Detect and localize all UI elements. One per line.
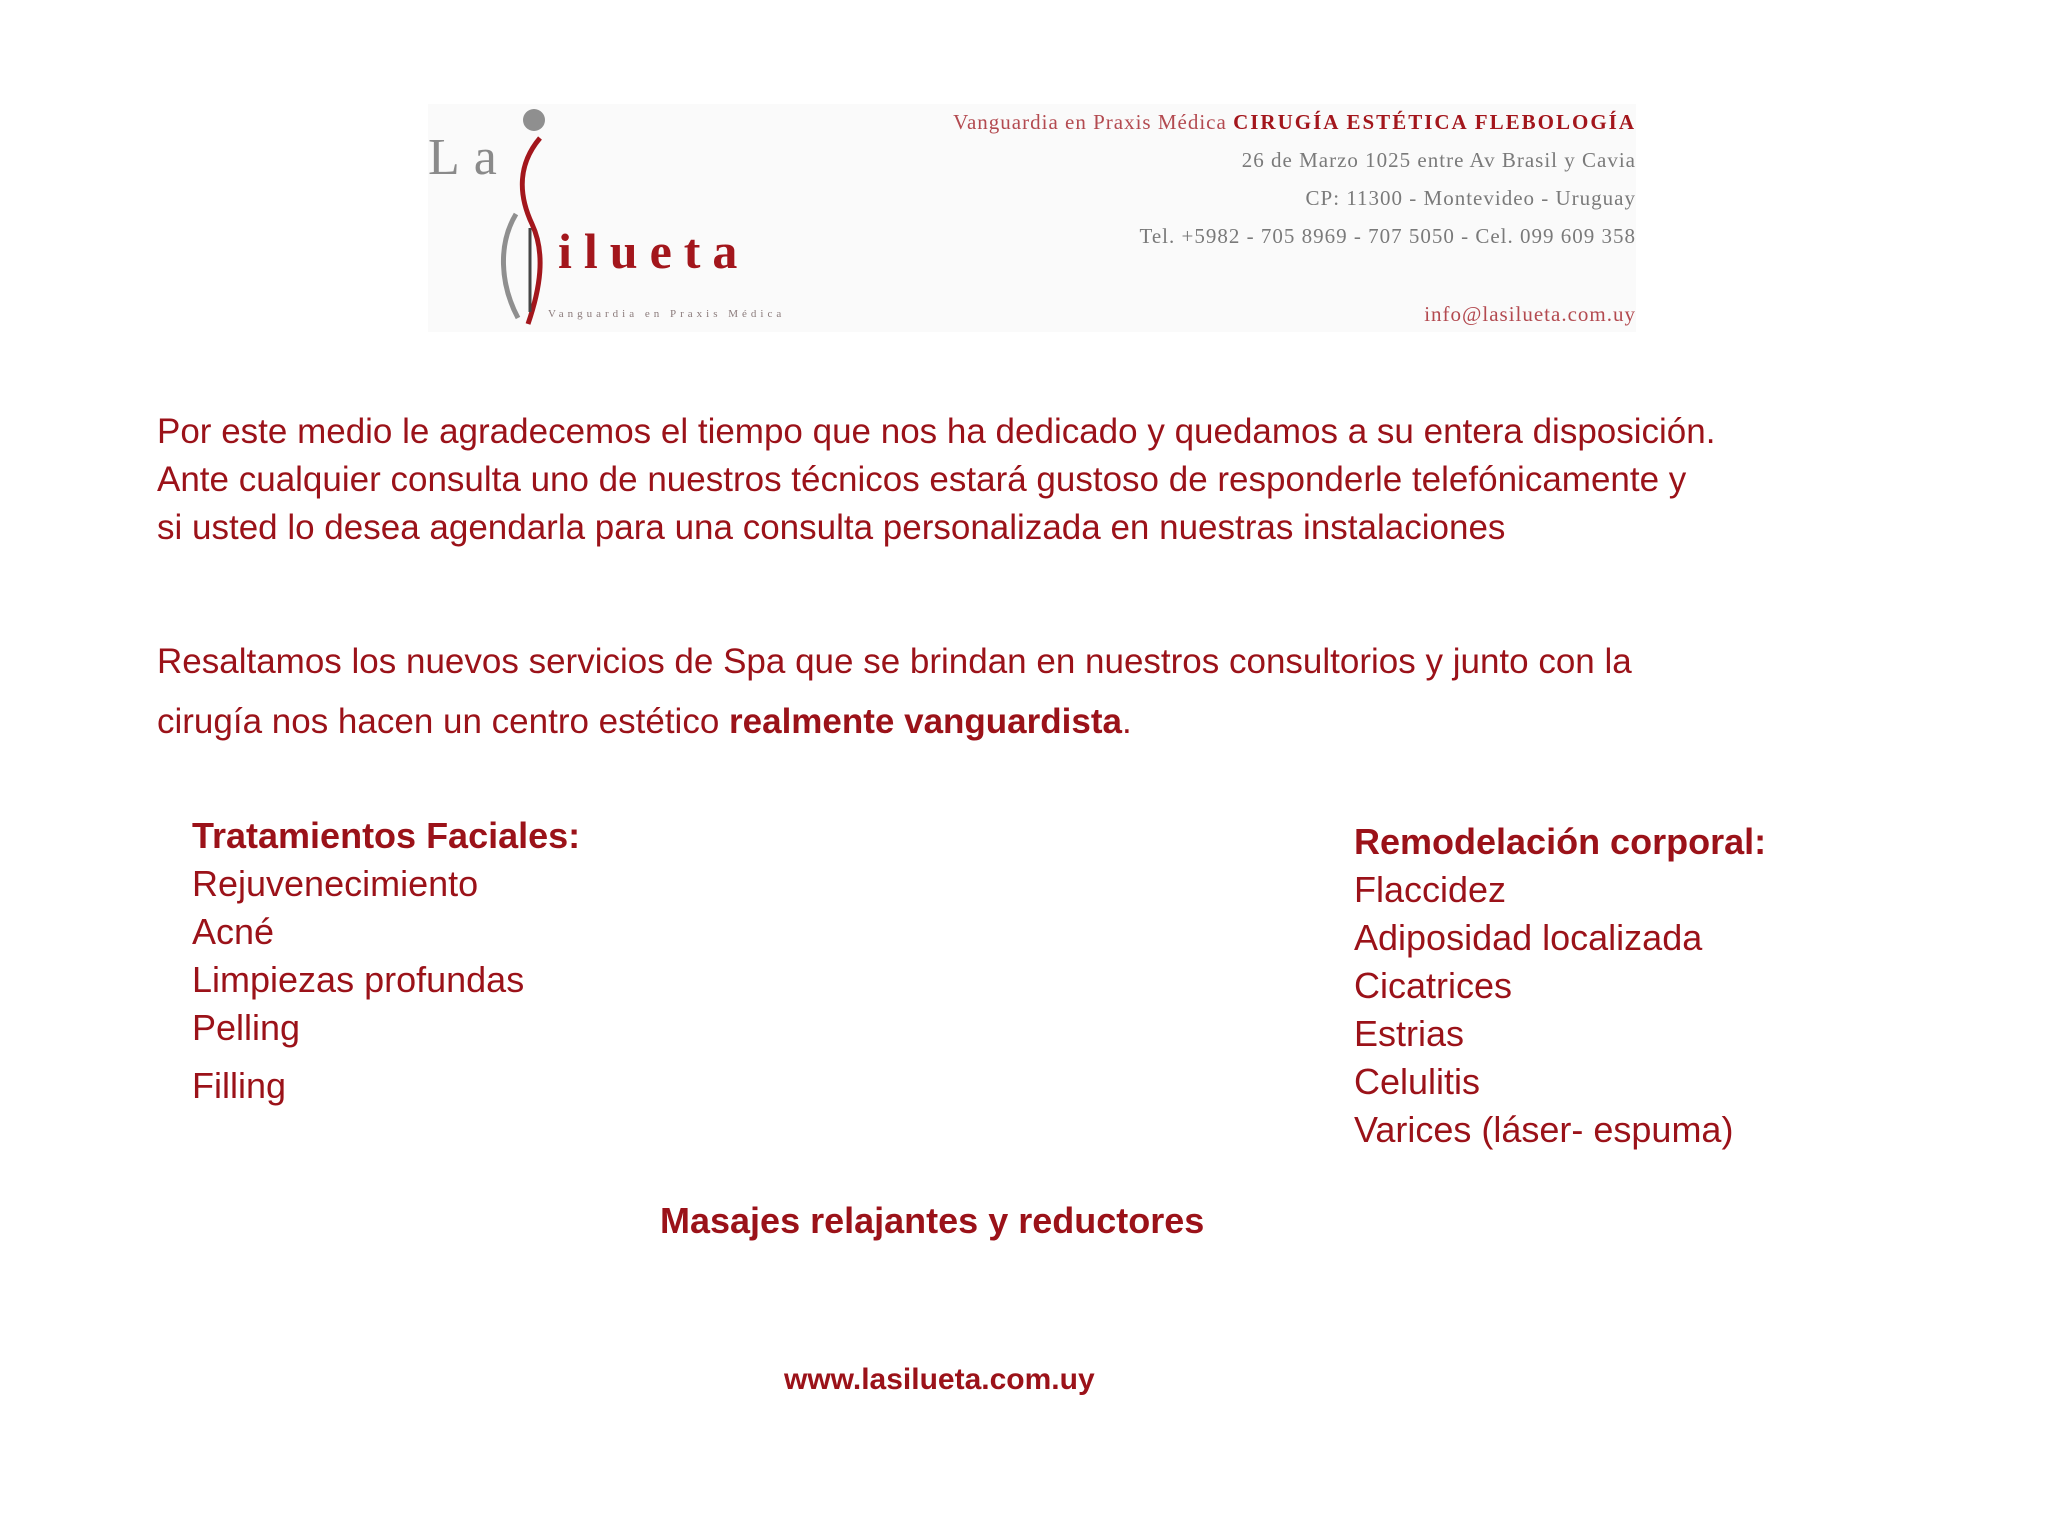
facial-item: Filling (192, 1065, 287, 1106)
logo-silueta-text: ilueta (558, 223, 750, 279)
facial-item: Pelling (192, 1007, 301, 1048)
intro-paragraph (157, 408, 1957, 552)
spa-line-2-suffix: . (1121, 702, 1132, 741)
facial-heading: Tratamientos Faciales: (192, 815, 581, 856)
header-phones: Tel. +5982 - 705 8969 - 707 5050 - Cel. 099 609 358 (1139, 224, 1636, 248)
body-item: Cicatrices (1354, 965, 1513, 1006)
body-item: Flaccidez (1354, 869, 1507, 910)
spa-highlight: realmente vanguardista (729, 702, 1122, 741)
spa-line-1: Resaltamos los nuevos servicios de Spa que se brindan en nuestros consultorios y junto con la (157, 642, 1632, 681)
body-heading: Remodelación corporal: (1354, 821, 1767, 862)
header-address: 26 de Marzo 1025 entre Av Brasil y Cavia (1241, 148, 1636, 172)
body-item: Adiposidad localizada (1354, 917, 1703, 958)
body-item: Celulitis (1354, 1061, 1481, 1102)
spa-line-2-prefix: cirugía nos hacen un centro estético (157, 702, 730, 741)
facial-item: Rejuvenecimiento (192, 863, 479, 904)
header-specialties-prefix: Vanguardia en Praxis Médica (953, 110, 1234, 134)
spa-line-2 (157, 692, 1957, 752)
facial-item: Limpiezas profundas (192, 959, 525, 1000)
facial-item: Acné (192, 911, 275, 952)
header-postal-city: CP: 11300 - Montevideo - Uruguay (1305, 186, 1636, 210)
intro-line-1: Por este medio le agradecemos el tiempo que nos ha dedicado y quedamos a su entera disposición. (157, 412, 1716, 451)
intro-line-3: si usted lo desea agendarla para una consulta personalizada en nuestras instalaciones (157, 508, 1506, 547)
body-item: Estrias (1354, 1013, 1465, 1054)
massage-service: Masajes relajantes y reductores (660, 1200, 1205, 1241)
logo-tagline: Vanguardia en Praxis Médica (548, 308, 786, 320)
header-specialties (953, 110, 1636, 135)
silhouette-logo-icon (488, 104, 568, 332)
website-link[interactable]: www.lasilueta.com.uy (784, 1363, 1095, 1396)
facial-treatments (192, 812, 892, 1110)
body-item: Varices (láser- espuma) (1354, 1109, 1734, 1150)
header-email: info@lasilueta.com.uy (1424, 302, 1636, 326)
header-specialties-strong: CIRUGÍA ESTÉTICA FLEBOLOGÍA (1233, 110, 1636, 134)
body-remodeling (1354, 818, 2014, 1154)
spa-paragraph (157, 632, 1957, 752)
letterhead (428, 104, 1636, 332)
logo-la-text: La (428, 129, 511, 186)
intro-line-2: Ante cualquier consulta uno de nuestros técnicos estará gustoso de responderle telefónicamente y (157, 460, 1687, 499)
